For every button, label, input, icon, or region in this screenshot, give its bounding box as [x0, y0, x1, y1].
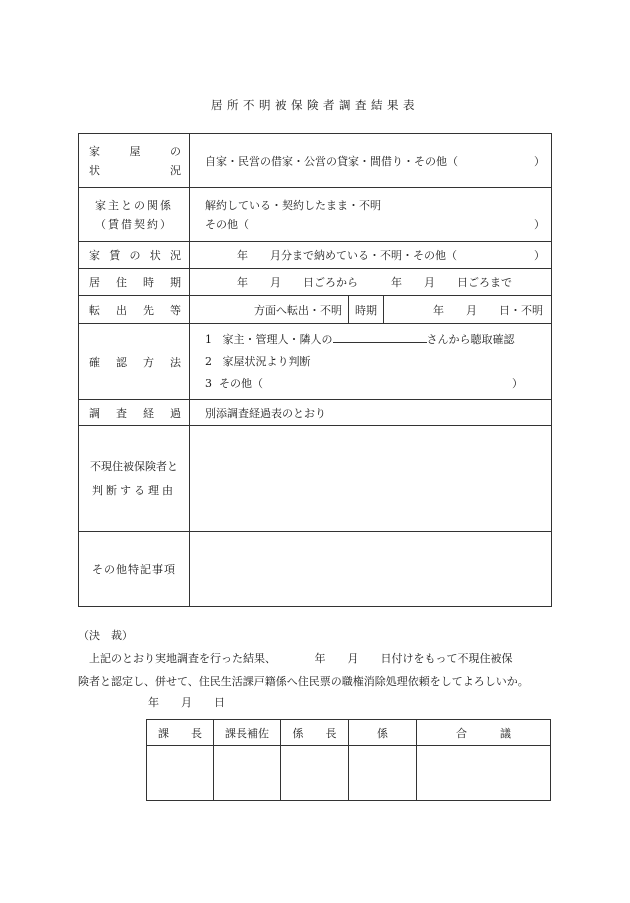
approval-stamp-table: [146, 719, 551, 801]
label-confirm-method: 確 認 方 法: [79, 324, 190, 400]
row-landlord-relation: [79, 188, 552, 242]
label-house-top: 家 屋 の: [89, 144, 181, 158]
label-survey-process: 調 査 経 過: [79, 400, 190, 426]
row-confirm-method: [79, 324, 552, 400]
house-options-close: ）: [534, 154, 545, 168]
stamp-cell-subsection-chief[interactable]: [281, 746, 349, 801]
row-other-notes: [79, 532, 552, 607]
name-blank-line: [333, 331, 427, 343]
stamp-body-row: [147, 746, 551, 801]
stamp-cell-consultation[interactable]: [417, 746, 551, 801]
value-other-notes[interactable]: [190, 532, 552, 607]
stamp-header-staff: 係: [349, 720, 417, 746]
row-destination: [79, 296, 552, 324]
decision-date: 年 月 日: [148, 696, 225, 709]
stamp-cell-section-chief[interactable]: [147, 746, 214, 801]
row-house-condition: [79, 134, 552, 188]
label-residence-period: 居 住 時 期: [79, 269, 190, 296]
stamp-cell-staff[interactable]: [349, 746, 417, 801]
label-house-condition: [79, 134, 190, 188]
destination-period-label: 時期: [349, 296, 384, 323]
value-confirm-method: [190, 324, 552, 400]
landlord-options: 解約している・契約したまま・不明: [205, 198, 381, 212]
value-destination: [190, 296, 552, 324]
label-reason: 不現住被保険者と 判断する理由: [79, 426, 190, 532]
stamp-header-consultation: 合 議: [417, 720, 551, 746]
label-destination: 転 出 先 等: [79, 296, 190, 324]
value-survey-process: 別添調査経過表のとおり: [190, 400, 552, 426]
stamp-header-subsection-chief: 係 長: [281, 720, 349, 746]
label-rent-status: 家 賃 の 状 況: [79, 242, 190, 269]
residence-text: 年 月 日ごろから 年 月 日ごろまで: [237, 276, 512, 289]
value-house-condition: [190, 134, 552, 188]
rent-close: ）: [534, 249, 545, 262]
decision-heading: （決 裁）: [78, 629, 133, 642]
value-residence-period: [190, 269, 552, 296]
destination-left: 方面へ転出・不明: [190, 296, 349, 323]
value-landlord-relation: [190, 188, 552, 242]
row-survey-process: [79, 400, 552, 426]
confirm-item-2: 2 家屋状況より判断: [205, 354, 311, 368]
decision-section: [78, 627, 558, 714]
stamp-header-row: [147, 720, 551, 746]
stamp-header-assistant-chief: 課長補佐: [214, 720, 281, 746]
label-landlord-relation: 家主との関係 （賃借契約）: [79, 188, 190, 242]
confirm-item-3: 3 その他（ ）: [205, 376, 523, 390]
survey-result-table: [78, 133, 552, 607]
destination-right: 年 月 日・不明: [433, 303, 543, 317]
document-title: 居所不明被保険者調査結果表: [211, 98, 419, 112]
decision-line-1: 上記のとおり実地調査を行った結果、 年 月 日付けをもって不現住被保: [78, 652, 513, 665]
decision-line-2: 険者と認定し、併せて、住民生活課戸籍係へ住民票の職権消除処理依頼をしてよろしいか。: [78, 675, 529, 688]
landlord-other-close: ）: [534, 217, 545, 231]
value-reason[interactable]: [190, 426, 552, 532]
label-other-notes: その他特記事項: [79, 532, 190, 607]
house-options: 自家・民営の借家・公営の貸家・間借り・その他（: [205, 154, 458, 168]
stamp-header-section-chief: 課 長: [147, 720, 214, 746]
confirm-item-1: 1 家主・管理人・隣人の さんから聴取確認: [205, 332, 515, 346]
row-reason: [79, 426, 552, 532]
row-rent-status: [79, 242, 552, 269]
stamp-cell-assistant-chief[interactable]: [214, 746, 281, 801]
row-residence-period: [79, 269, 552, 296]
landlord-other: その他（: [205, 217, 249, 231]
rent-text: 年 月分まで納めている・不明・その他（: [237, 249, 457, 262]
label-house-bottom: 状 況: [89, 163, 181, 177]
value-rent-status: [190, 242, 552, 269]
